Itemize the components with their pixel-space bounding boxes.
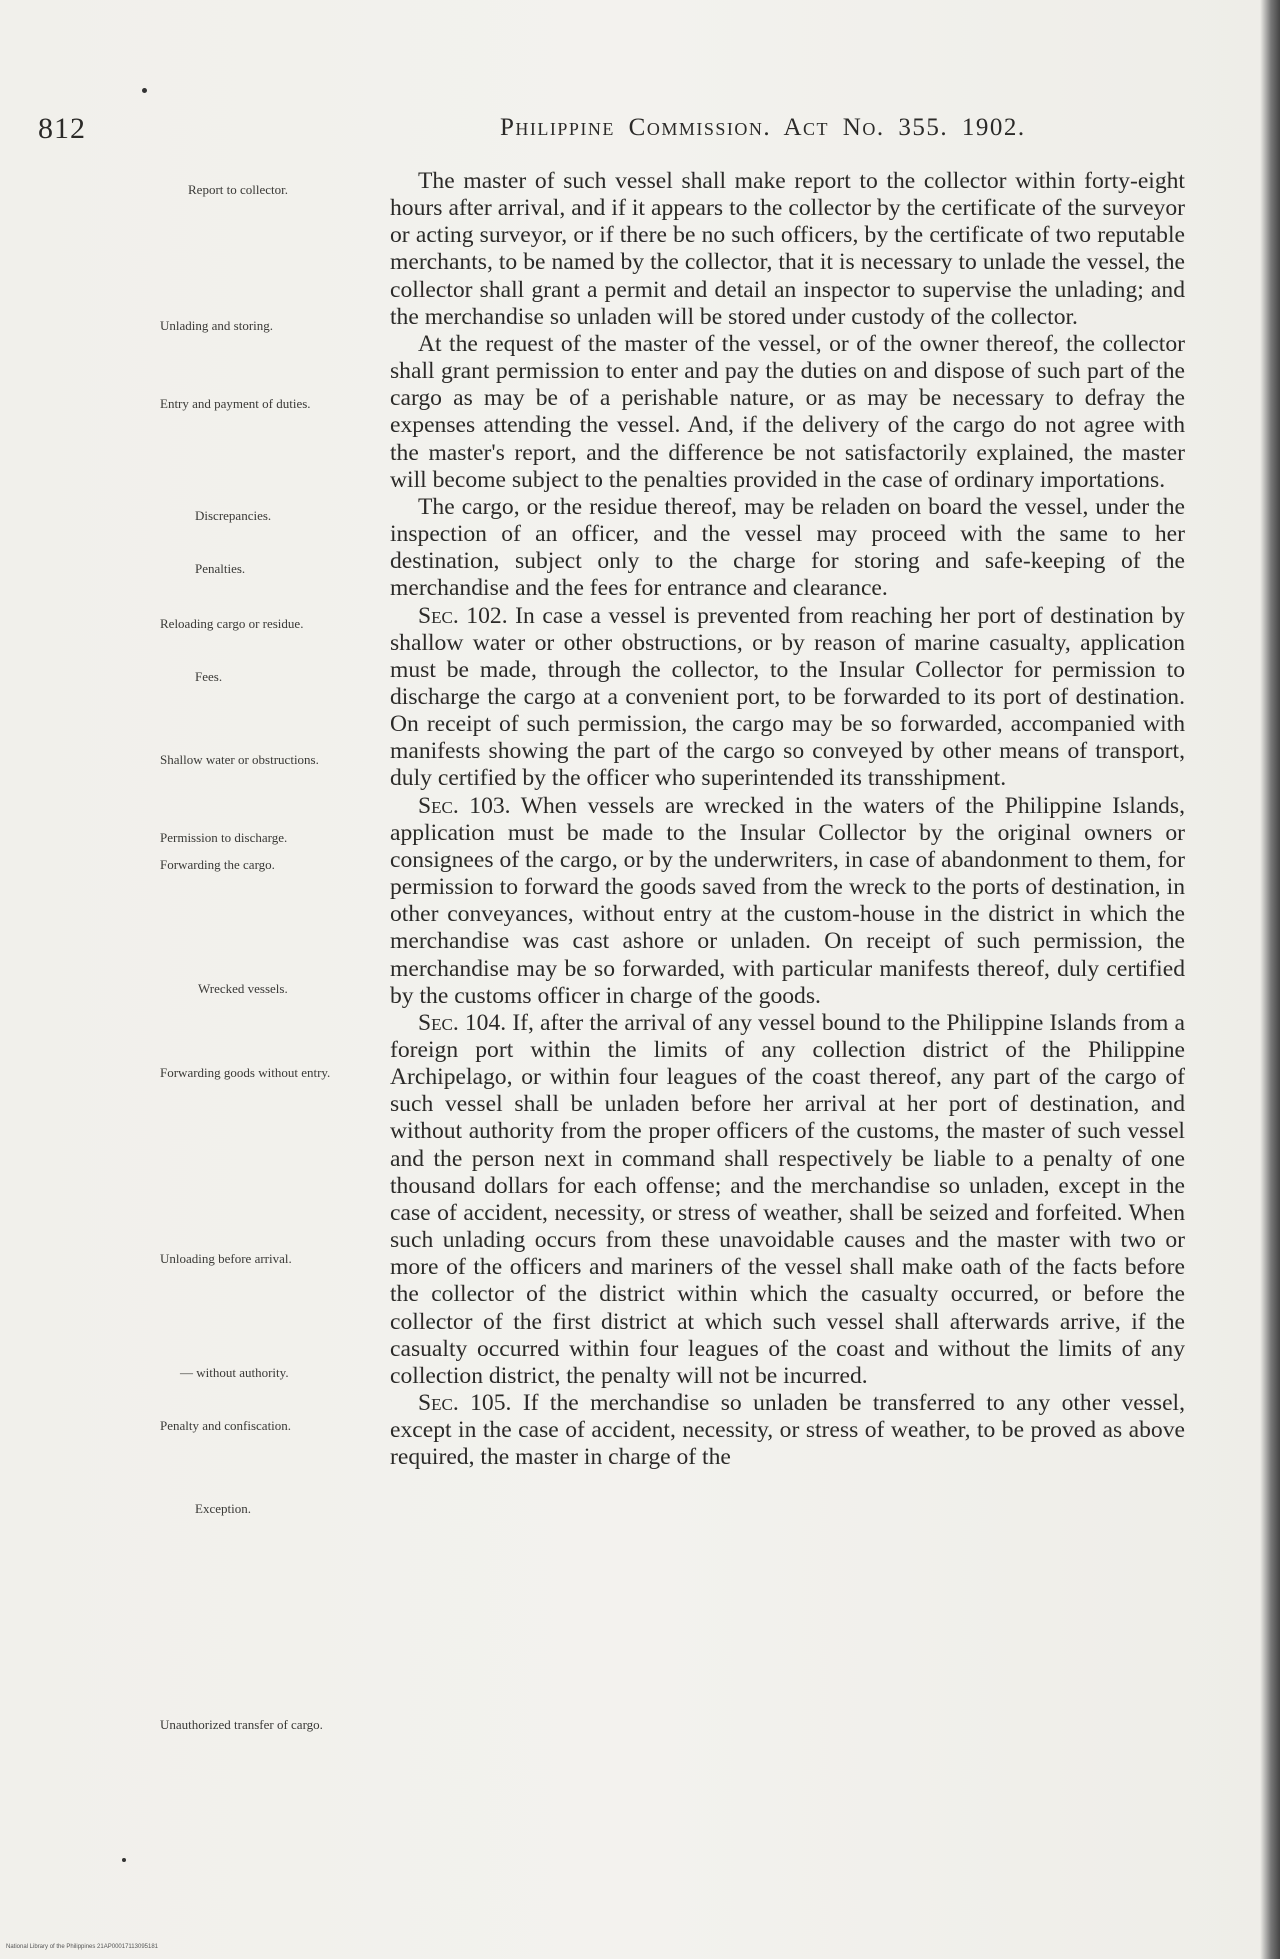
- scan-speck: [142, 88, 147, 93]
- margin-note-discrepancies: Discrepancies.: [195, 508, 272, 523]
- page-edge-shadow: [1260, 0, 1280, 1959]
- page-number: 812: [38, 112, 86, 145]
- body-text: [390, 168, 1185, 1472]
- paragraph: [390, 494, 1185, 603]
- margin-note-wrecked-vessels: Wrecked vessels.: [198, 981, 288, 996]
- paragraph-sec-105: [390, 1390, 1185, 1471]
- section-label: Sec. 105.: [418, 1390, 512, 1417]
- paragraph-text: The master of such vessel shall make report to the collector within forty-eight hours after arrival, and if it appears to the collector by the certificate of the surveyor or acting surveyor, or if there be no such officers, by the certificate of two reputable merchants, to be named by the collector, that it is necessary to unlade the vessel, the collector shall grant a permit and detail an inspector to supervise the unlading; and the merchandise so unladen will be stored under custody of the collector.: [390, 168, 1185, 330]
- paragraph-text: The cargo, or the residue thereof, may be reladen on board the vessel, under the inspection of an officer, and the vessel may proceed with the same to her destination, subject only to the charge for storing and safe-keeping of the merchandise and the fees for entrance and clearance.: [390, 493, 1185, 602]
- margin-note-unlading-and-storing: Unlading and storing.: [160, 318, 274, 333]
- margin-note-entry-and-payment: Entry and payment of duties.: [160, 396, 311, 411]
- margin-note-reloading-cargo: Reloading cargo or residue.: [160, 616, 304, 631]
- paragraph-text: If the merchandise so unladen be transferred to any other vessel, except in the case of accident, necessity, or stress of weather, to be proved as above required, the master in charge of the: [390, 1390, 1185, 1471]
- margin-notes: [0, 0, 380, 1959]
- running-title: Philippine Commission. Act No. 355. 1902.: [500, 114, 1026, 141]
- margin-note-shallow-water: Shallow water or obstructions.: [160, 752, 319, 767]
- paragraph-text: In case a vessel is prevented from reaching her port of destination by shallow water or other obstructions, or by reason of marine casualty, application must be made, through the collector, to the Insular Collector for permission to discharge the cargo at a convenient port, to be forwarded to its port of destination. On receipt of such permission, the cargo may be so forwarded, accompanied with manifests showing the part of the cargo so conveyed by other means of transport, duly certified by the officer who superintended its transshipment.: [390, 602, 1185, 792]
- section-label: Sec. 103.: [418, 792, 511, 819]
- scan-footer: National Library of the Philippines 21AP00017113095181: [6, 1944, 159, 1950]
- margin-note-forwarding-goods: Forwarding goods without entry.: [160, 1065, 331, 1080]
- margin-note-unauthorized-transfer: Unauthorized transfer of cargo.: [160, 1717, 323, 1732]
- margin-note-without-authority: — without authority.: [180, 1365, 289, 1380]
- margin-note-penalty-and-confiscation: Penalty and confiscation.: [160, 1418, 292, 1433]
- section-label: Sec. 104.: [418, 1009, 507, 1036]
- paragraph: [390, 331, 1185, 494]
- margin-note-report-to-collector: Report to collector.: [188, 182, 289, 197]
- paragraph: [390, 168, 1185, 331]
- margin-note-forwarding-the-cargo: Forwarding the cargo.: [160, 857, 275, 872]
- margin-note-penalties: Penalties.: [195, 561, 246, 576]
- margin-note-unloading-before-arrival: Unloading before arrival.: [160, 1251, 292, 1266]
- paragraph-sec-103: [390, 793, 1185, 1010]
- scan-speck: [122, 1858, 126, 1862]
- margin-note-exception: Exception.: [195, 1501, 251, 1516]
- paragraph-text: If, after the arrival of any vessel bound to the Philippine Islands from a foreign port within the limits of any collection district of the Philippine Archipelago, or within four leagues of the coast thereof, any part of the cargo of such vessel shall be unladen before her arrival at her port of destination, and without authority from the proper officers of the customs, the master of such vessel and the person next in command shall respectively be liable to a penalty of one thousand dollars for each offense; and the merchandise so unladen, except in the case of accident, necessity, or stress of weather, shall be seized and forfeited. When such unlading occurs from these unavoidable causes and the master with two or more of the officers and mariners of the vessel shall make oath of the facts before the collector of the district within which the casualty occurred, or before the collector of the first district at which such vessel shall afterwards arrive, if the casualty occurred within four leagues of the coast and without the limits of any collection district, the penalty will not be incurred.: [390, 1009, 1185, 1389]
- margin-note-fees: Fees.: [195, 669, 223, 684]
- section-label: Sec. 102.: [418, 602, 508, 629]
- margin-note-permission-to-discharge: Permission to discharge.: [160, 830, 288, 845]
- paragraph-sec-104: [390, 1010, 1185, 1390]
- paragraph-text: When vessels are wrecked in the waters of the Philippine Islands, application must be made to the Insular Collector by the original owners or consignees of the cargo, or by the underwriters, in case of abandonment to them, for permission to forward the goods saved from the wreck to the ports of destination, in other conveyances, without entry at the custom-house in the district in which the merchandise was cast ashore or unladen. On receipt of such permission, the merchandise may be so forwarded, with particular manifests thereof, duly certified by the customs officer in charge of the goods.: [390, 792, 1185, 1009]
- paragraph-sec-102: [390, 603, 1185, 793]
- paragraph-text: At the request of the master of the vessel, or of the owner thereof, the collector shall grant permission to enter and pay the duties on and dispose of such part of the cargo as may be of a perishable nature, or as may be necessary to defray the expenses attending the vessel. And, if the delivery of the cargo do not agree with the master's report, and the difference be not satisfactorily explained, the master will become subject to the penalties provided in the case of ordinary importations.: [390, 330, 1185, 493]
